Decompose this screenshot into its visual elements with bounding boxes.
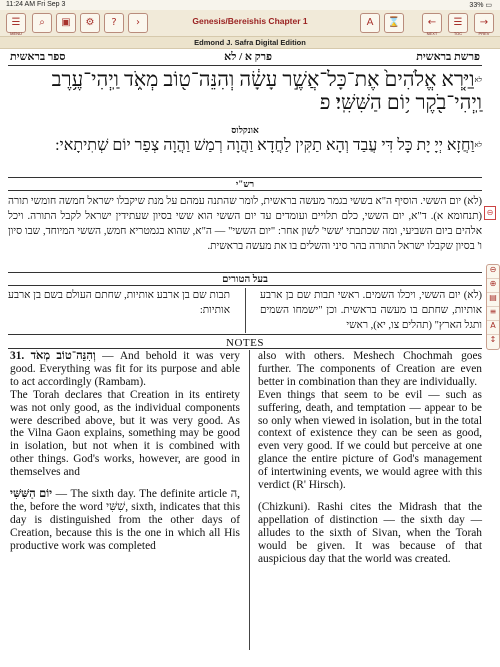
settings-button[interactable] — [80, 13, 100, 33]
column-divider — [249, 350, 250, 650]
status-bar — [0, 0, 500, 10]
chapter-title: Genesis/Bereishis Chapter 1 — [192, 16, 308, 26]
divider — [8, 348, 482, 349]
onkelos-text[interactable]: $^{לא}$וַחֲזָא יְיָ יָת כָּל דִּי עֲבַד וְהָא תַקִּין לַחֲדָא וַהֲוָה רְמַשׁ וַהֲוָה צְפַר יוֹם שְׁתִיתָאי: — [55, 137, 482, 154]
library-button[interactable] — [56, 13, 76, 33]
notes-title: NOTES — [226, 337, 264, 349]
bookmark-icon: ⌛ — [387, 17, 401, 28]
notes-right-column — [258, 350, 482, 566]
lines-icon[interactable]: ≡ — [487, 307, 499, 321]
rashi-text[interactable]: (לא) יום הששי. הוסיף ה"א בששי בגמר מעשה בראשית, לומר שהתנה עמהם על מנת שיקבלו ישראל חמשה חומשי תורה (תנחומא א). ד"א, יום הששי, כלם תלויים ועומדים עד יום הששי הוא ששי בסיון שעתידין ישראל לקבל התורה. ויכל אלהים ביום השביעי, ומה שכתבתי 'ששי' לשון אחר: "יום הששי" — ה"א, שהוא בגמטריא חמש, הששי המיוחד, שבו סיון ו' בסיון שקבלו ישראל התורה בהר סיני והשלים בו את מעשה בראשית. — [8, 196, 482, 252]
note-paragraph[interactable]: Even things that seem to be evil — such as suffering, death, and temptation — appear to be so only when viewed in isolation, but in the total context of existence they can be seen as good, even very good. If we could but perceive at one glance the entire picture of God's management of intertwining events, we would agree with this verdict (R' Hirsch). — [258, 388, 482, 492]
prev-button[interactable]: → PREV — [474, 13, 494, 33]
next-button[interactable]: ← NEXT — [422, 13, 442, 33]
note-31[interactable]: 31. וְהִנֵּה־טוֹב מְאֹד — And behold it was very good. Everything was fit for its purpose and able to act accordingly (Rambam). — [10, 350, 240, 388]
rashi-title: רש"י — [235, 179, 255, 189]
toc-button[interactable]: ☰ TOC — [448, 13, 468, 33]
note-paragraph[interactable]: also with others. Meshech Chochmah goes further. The components of Creation are even better in combination than they are individually. — [258, 350, 482, 388]
parsha-name: פרשת בראשית — [416, 51, 480, 63]
menu-button[interactable]: ☰ MENU — [6, 13, 26, 33]
verse-text[interactable]: $^{לא}$וַיַּ֤רְא אֱלֹהִים֙ אֶת־כָּל־אֲשֶׁ֣ר עָשָׂ֔ה וְהִנֵּה־ט֖וֹב מְאֹ֑ד וַֽיְהִי־עֶ֥רֶב וַֽיְהִי־בֹ֖קֶר י֥וֹם הַשִּׁשִּֽׁי׃ פ — [51, 69, 482, 114]
back-button[interactable] — [128, 13, 148, 33]
top-toolbar — [0, 10, 500, 37]
help-icon: ? — [111, 17, 117, 28]
note-sixth-day[interactable]: יוֹם הַשִּׁשִּׁי — The sixth day. The definite article ה, the, before the word שִׁשִּׁי, sixth, indicates that this day is distinguished from the other days of Creation, because this is the one in which all His productive work was completed — [10, 488, 240, 552]
edition-subtitle: Edmond J. Safra Digital Edition — [0, 37, 500, 49]
next-icon: ← — [427, 17, 437, 28]
page-header — [8, 51, 482, 63]
prev-icon: → — [479, 17, 489, 28]
bookmark-marker-icon[interactable]: ⊖ — [484, 206, 496, 220]
divider — [8, 285, 482, 286]
baal-haturim-title: בעל הטורים — [222, 274, 268, 285]
status-time: 11:24 AM Fri Sep 3 — [6, 1, 66, 8]
divider — [8, 65, 482, 66]
divider — [8, 334, 482, 335]
settings-icon: ⚙ — [85, 17, 95, 28]
zoom-out-icon[interactable]: ⊖ — [487, 265, 499, 279]
search-icon: ⌕ — [39, 17, 45, 28]
column-divider — [245, 288, 246, 333]
font-size-icon: A — [366, 17, 374, 28]
library-icon: ▣ — [61, 17, 71, 28]
menu-icon: ☰ — [11, 17, 21, 28]
font-size-button[interactable] — [360, 13, 380, 33]
note-paragraph[interactable]: The Torah declares that Creation in its entirety was not only good, as the individual components were described above, but it was very good. As the Vilna Gaon explains, something may be good in isolation, but not when it is combined with other things. God's works, however, are good in themselves and — [10, 388, 240, 479]
side-tool-rail — [486, 264, 500, 350]
zoom-in-icon[interactable]: ⊕ — [487, 279, 499, 293]
notes-left-column — [10, 350, 240, 553]
toc-icon: ☰ — [453, 17, 463, 28]
baal-haturim-left[interactable]: תבות שם בן ארבע אותיות, שחתם העולם בשם בן ארבע אותיות: — [8, 290, 230, 316]
search-button[interactable] — [32, 13, 52, 33]
help-button[interactable] — [104, 13, 124, 33]
chapter-verse: פרק א / לא — [224, 51, 272, 63]
note-paragraph[interactable]: (Chizkuni). Rashi cites the Midrash that the appellation of distinction — the sixth day — alludes to the sixth of Sivan, when the Torah would be given. It was because of that auspicious day that the world was created. — [258, 500, 482, 565]
baal-haturim-right[interactable]: (לא) יום הששי, ויכלו השמים. ראשי תבות שם בן ארבע אותיות, שחתם בו מעשה בראשית. וכן "ישמחו השמים ותגל הארץ" (תהלים צו, יא), ראשי — [260, 290, 482, 331]
onkelos-title: אונקלוס — [231, 125, 259, 135]
scroll-icon[interactable]: ↕ — [489, 335, 497, 344]
divider — [8, 272, 482, 273]
divider — [8, 190, 482, 191]
battery-indicator: 33% ▭ — [469, 2, 492, 9]
divider — [8, 177, 482, 178]
page-content — [8, 50, 482, 662]
bookmark-button[interactable] — [384, 13, 404, 33]
back-icon: › — [136, 17, 140, 28]
layout-icon[interactable]: ▤ — [487, 293, 499, 307]
book-name: ספר בראשית — [10, 51, 66, 63]
font-icon[interactable]: A — [487, 321, 499, 335]
